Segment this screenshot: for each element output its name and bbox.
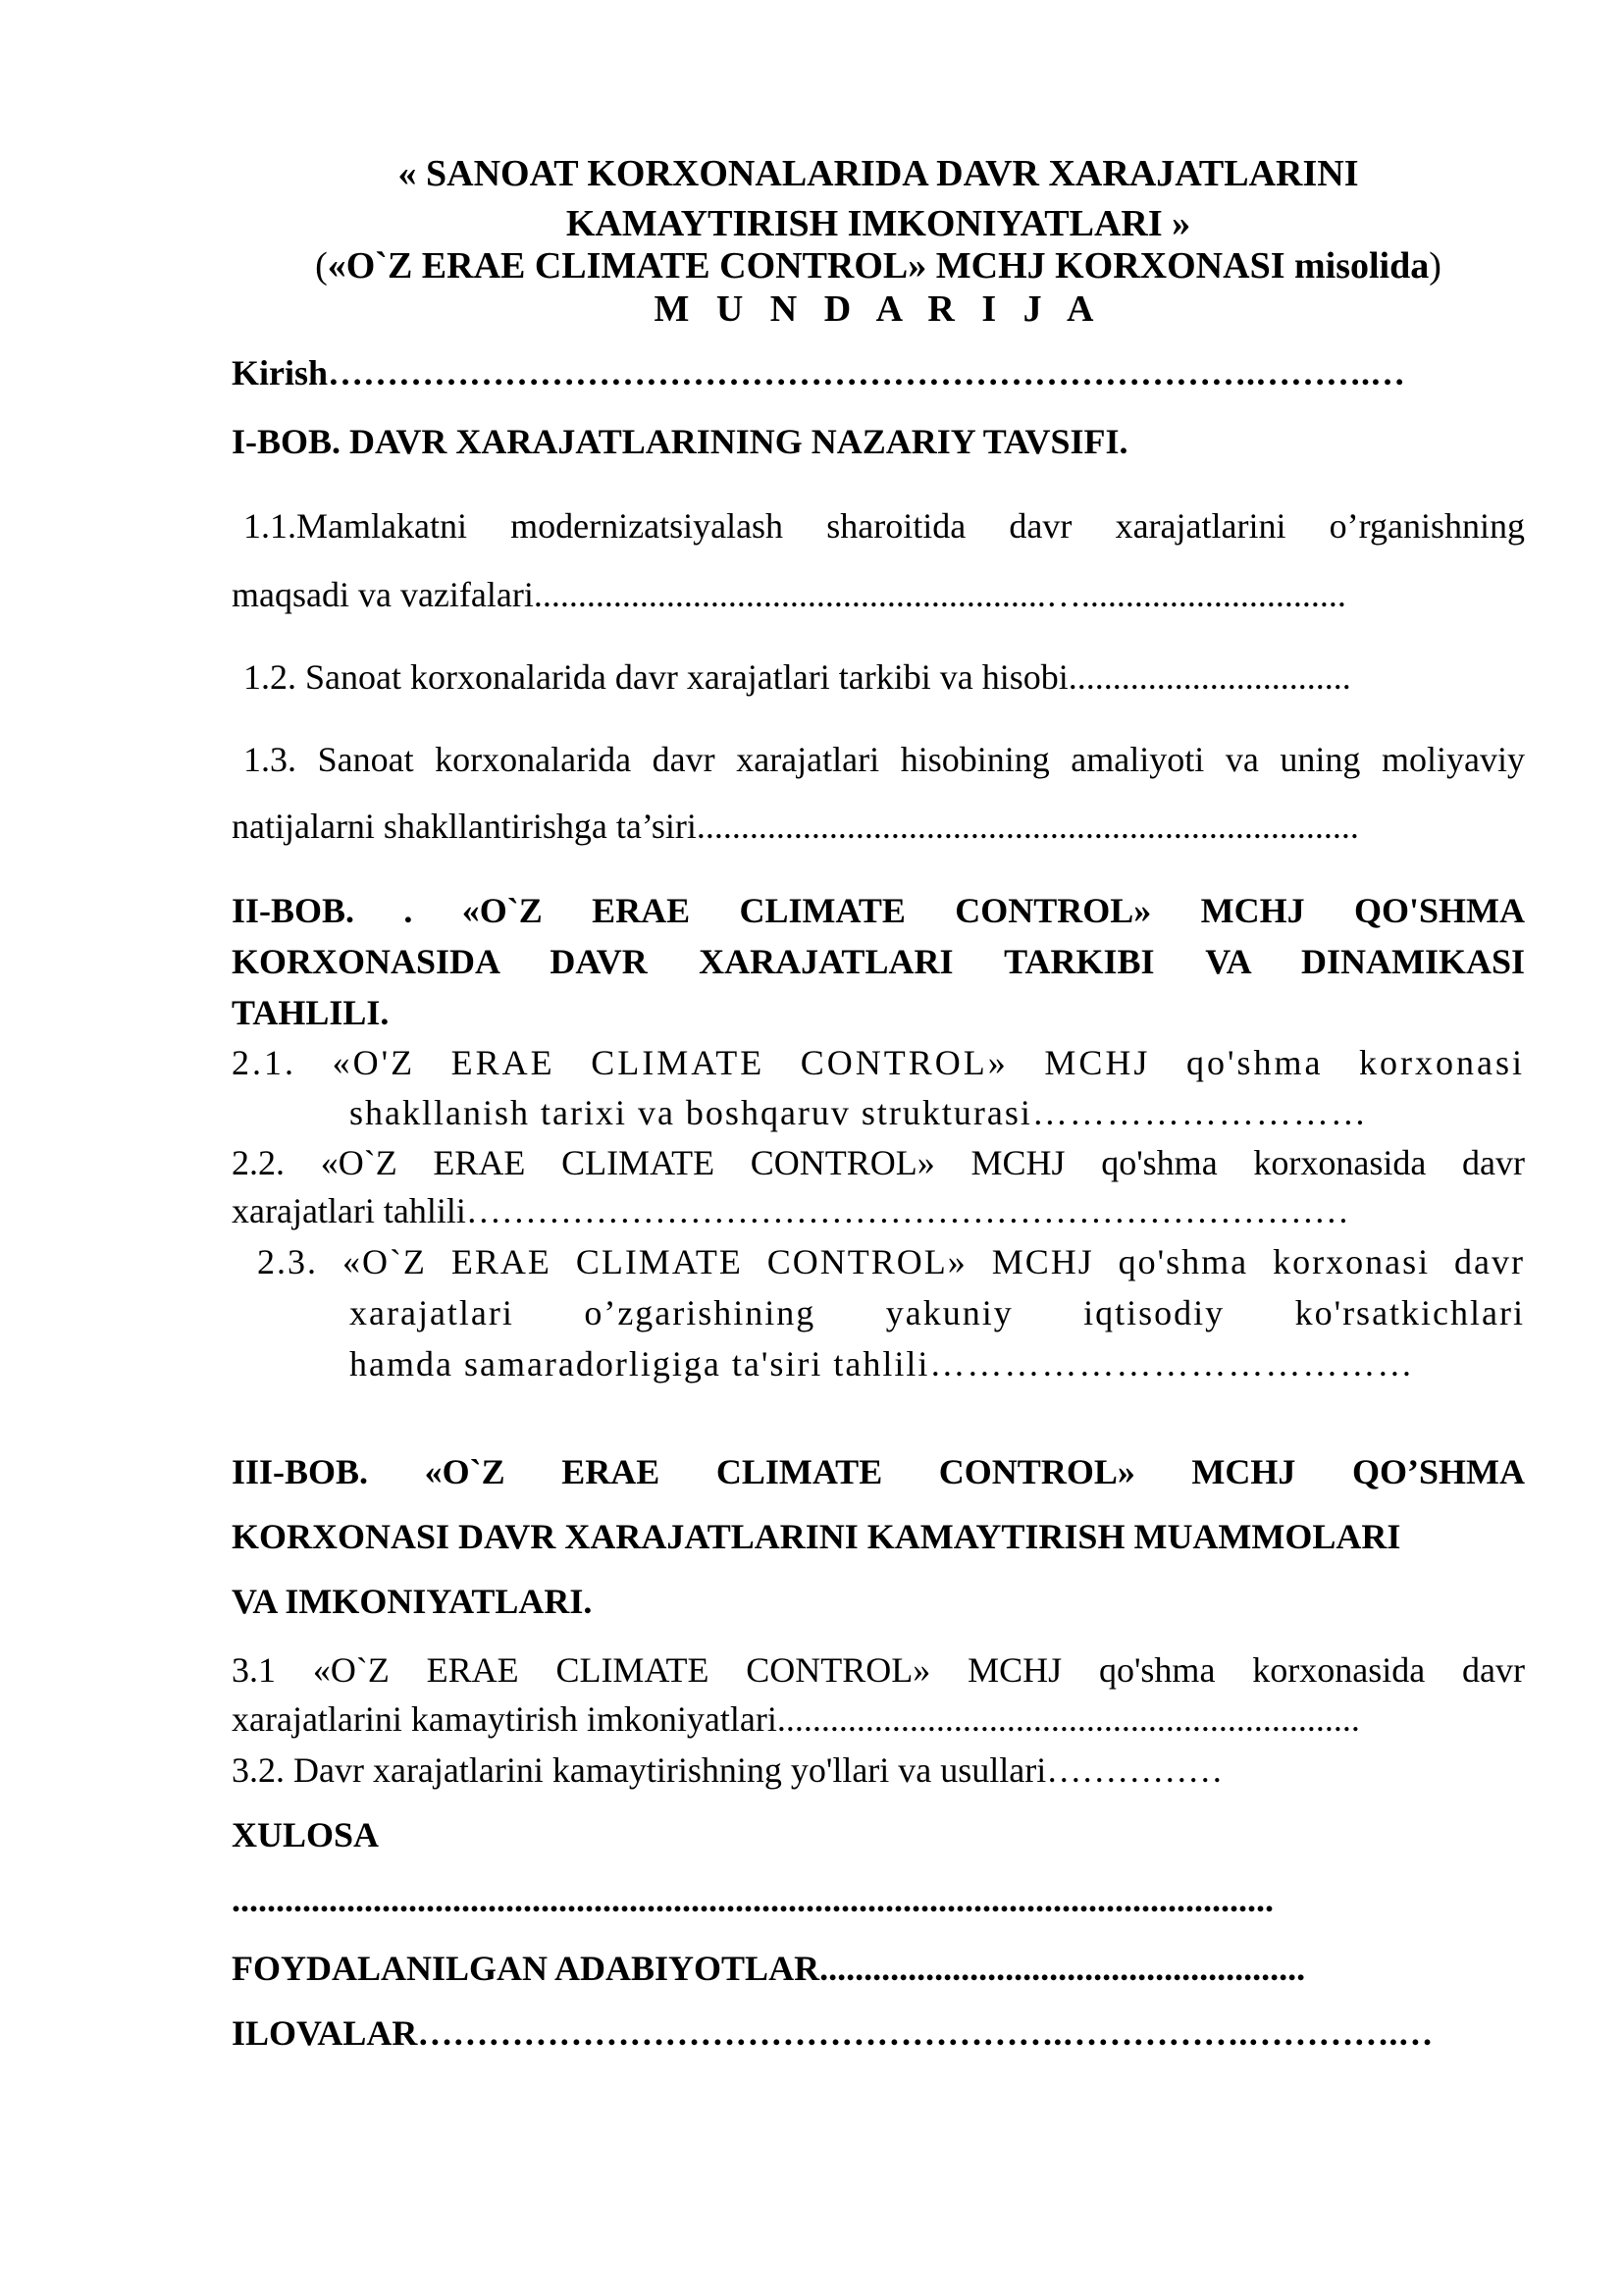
- toc-section-1-2[interactable]: 1.2. Sanoat korxonalarida davr xarajatlari tarkibi va hisobi................................: [243, 657, 1351, 697]
- toc-references[interactable]: FOYDALANILGAN ADABIYOTLAR.......................................................: [232, 1949, 1306, 1988]
- toc-section-3-1-line-1[interactable]: 3.1 «O`Z ERAE CLIMATE CONTROL» MCHJ qo'shma korxonasida davr: [232, 1650, 1525, 1690]
- toc-section-1-3-line-1[interactable]: 1.3. Sanoat korxonalarida davr xarajatlari hisobining amaliyoti va uning moliyaviy: [243, 740, 1525, 779]
- document-title-line-1: « SANOAT KORXONALARIDA DAVR XARAJATLARINI: [397, 153, 1359, 194]
- toc-section-1-1-line-1[interactable]: 1.1.Mamlakatni modernizatsiyalash sharoitida davr xarajatlarini o’rganishning: [243, 506, 1525, 546]
- document-title-line-2: KAMAYTIRISH IMKONIYATLARI »: [565, 203, 1191, 244]
- toc-conclusion-heading[interactable]: XULOSA: [232, 1815, 380, 1854]
- toc-chapter-1-heading[interactable]: I-BOB. DAVR XARAJATLARINING NAZARIY TAVSIFI.: [232, 422, 1128, 461]
- toc-section-3-2[interactable]: 3.2. Davr xarajatlarini kamaytirishning yo'llari va usullari……………: [232, 1750, 1224, 1790]
- toc-section-2-1-line-2[interactable]: shakllanish tarixi va boshqaruv strukturasi………………………: [349, 1093, 1368, 1132]
- toc-section-2-1-line-1[interactable]: 2.1. «O'Z ERAE CLIMATE CONTROL» MCHJ qo'shma korxonasi: [232, 1043, 1525, 1082]
- toc-section-3-1-line-2[interactable]: xarajatlarini kamaytirish imkoniyatlari..................................................................: [232, 1699, 1360, 1739]
- toc-chapter-3-heading-line-3[interactable]: VA IMKONIYATLARI.: [232, 1582, 593, 1621]
- toc-section-2-3-line-3[interactable]: hamda samaradorligiga ta'siri tahlili…………………………………: [349, 1344, 1415, 1383]
- toc-section-2-2-line-2[interactable]: xarajatlari tahlili…………………………………………………………………: [232, 1191, 1349, 1230]
- toc-chapter-3-heading-line-1[interactable]: III-BOB. «O`Z ERAE CLIMATE CONTROL» MCHJ QO’SHMA: [232, 1452, 1525, 1491]
- toc-chapter-2-heading-line-1[interactable]: II-BOB. . «O`Z ERAE CLIMATE CONTROL» MCHJ QO'SHMA: [232, 891, 1525, 930]
- subtitle-text: «O`Z ERAE CLIMATE CONTROL» MCHJ KORXONASI misolida: [327, 245, 1430, 287]
- toc-section-2-3-line-1[interactable]: 2.3. «O`Z ERAE CLIMATE CONTROL» MCHJ qo'shma korxonasi davr: [257, 1242, 1525, 1281]
- toc-section-2-2-line-1[interactable]: 2.2. «O`Z ERAE CLIMATE CONTROL» MCHJ qo'shma korxonasida davr: [232, 1143, 1525, 1182]
- toc-chapter-3-heading-line-2[interactable]: KORXONASI DAVR XARAJATLARINI KAMAYTIRISH MUAMMOLARI: [232, 1517, 1401, 1556]
- toc-section-1-1-line-2[interactable]: maqsadi va vazifalari..........................................................…..............................: [232, 575, 1346, 614]
- subtitle-open-paren: (: [315, 245, 328, 287]
- toc-chapter-2-heading-line-2[interactable]: KORXONASIDA DAVR XARAJATLARI TARKIBI VA DINAMIKASI: [232, 942, 1525, 981]
- toc-appendices[interactable]: ILOVALAR……………………………………………….…………….………….…: [232, 2013, 1434, 2053]
- toc-conclusion-dots: ......................................................................................................................: [232, 1880, 1274, 1919]
- toc-chapter-2-heading-line-3[interactable]: TAHLILI.: [232, 993, 390, 1032]
- subtitle-close-paren: ): [1429, 245, 1441, 287]
- toc-section-2-3-line-2[interactable]: xarajatlari o’zgarishining yakuniy iqtisodiy ko'rsatkichlari: [349, 1293, 1525, 1332]
- contents-heading: M U N D A R I J A: [654, 288, 1103, 330]
- toc-intro[interactable]: Kirish…………………………………………………………………….……….…: [232, 353, 1406, 392]
- toc-section-1-3-line-2[interactable]: natijalarni shakllantirishga ta’siri...........................................................................: [232, 807, 1359, 846]
